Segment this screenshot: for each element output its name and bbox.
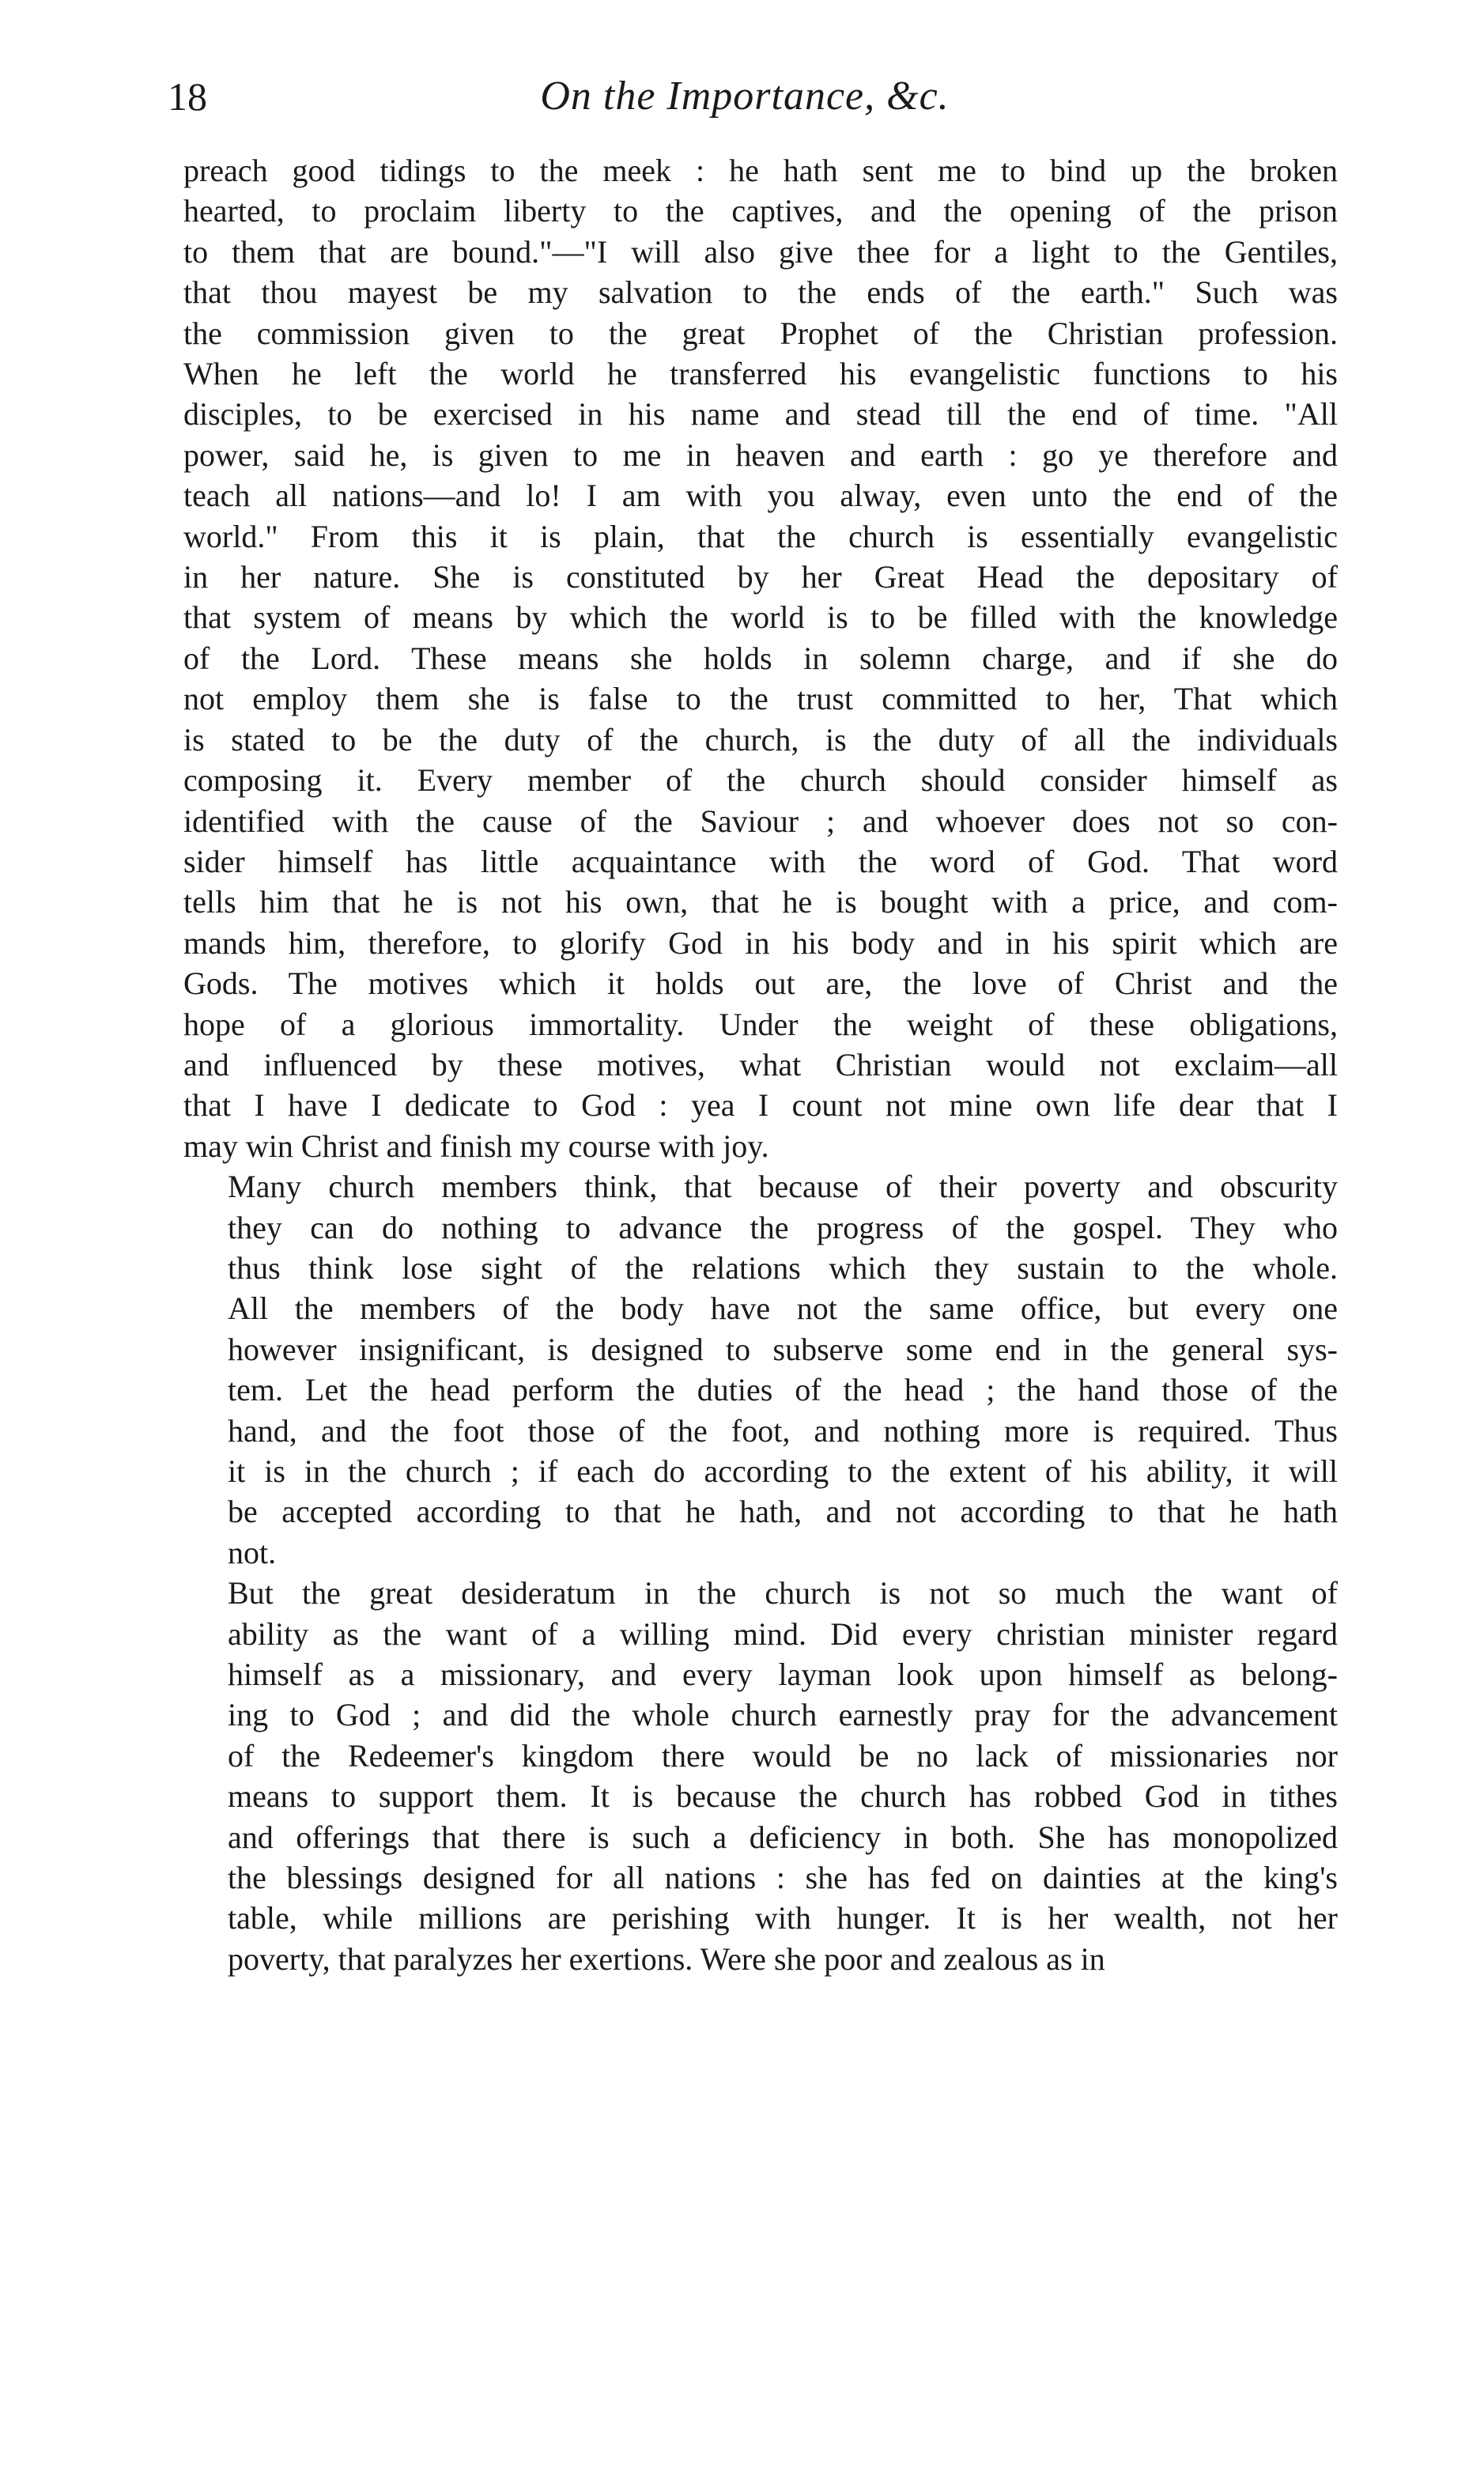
- paragraph: [183, 1573, 1338, 1979]
- text-line: composing it. Every member of the church should consider himself as: [183, 762, 1338, 799]
- text-line: means to support them. It is because the church has robbed God in tithes: [228, 1778, 1338, 1815]
- text-line: that system of means by which the world is to be filled with the knowledge: [183, 599, 1338, 636]
- body-text: [183, 150, 1338, 1979]
- running-title: On the Importance, &c.: [540, 74, 950, 119]
- text-line: All the members of the body have not the same office, but every one: [228, 1290, 1338, 1327]
- page-header: [168, 65, 1322, 128]
- text-line: hope of a glorious immortality. Under the weight of these obligations,: [183, 1006, 1338, 1042]
- text-line: they can do nothing to advance the progress of the gospel. They who: [228, 1209, 1338, 1245]
- text-line: But the great desideratum in the church is not so much the want of: [228, 1575, 1338, 1611]
- text-line: may win Christ and finish my course with joy.: [183, 1128, 769, 1164]
- text-line: and influenced by these motives, what Christian would not exclaim—all: [183, 1046, 1338, 1082]
- text-line: tem. Let the head perform the duties of the head ; the hand those of the: [228, 1372, 1338, 1408]
- text-line: tells him that he is not his own, that he is bought with a price, and com-: [183, 884, 1338, 920]
- text-line: it is in the church ; if each do according to the extent of his ability, it will: [228, 1453, 1338, 1489]
- text-line: preach good tidings to the meek : he hath sent me to bind up the broken: [183, 153, 1338, 188]
- text-line: of the Redeemer's kingdom there would be no lack of missionaries nor: [228, 1737, 1338, 1774]
- text-line: of the Lord. These means she holds in solemn charge, and if she do: [183, 640, 1338, 676]
- text-line: poverty, that paralyzes her exertions. Were she poor and zealous as in: [228, 1940, 1105, 1977]
- paragraph: [183, 1166, 1338, 1573]
- text-line: table, while millions are perishing with hunger. It is her wealth, not her: [228, 1900, 1338, 1936]
- text-line: the commission given to the great Prophet of the Christian profession.: [183, 315, 1338, 351]
- text-line: hearted, to proclaim liberty to the captives, and the opening of the prison: [183, 193, 1338, 229]
- text-line: ability as the want of a willing mind. Did every christian minister regard: [228, 1615, 1338, 1652]
- text-line: that I have I dedicate to God : yea I count not mine own life dear that I: [183, 1087, 1338, 1124]
- text-line: that thou mayest be my salvation to the ends of the earth." Such was: [183, 274, 1338, 311]
- paragraph: [183, 150, 1338, 1166]
- text-line: disciples, to be exercised in his name and stead till the end of time. "All: [183, 396, 1338, 433]
- text-line: thus think lose sight of the relations which they sustain to the whole.: [228, 1249, 1338, 1286]
- text-line: himself as a missionary, and every layman look upon himself as belong-: [228, 1657, 1338, 1693]
- text-line: is stated to be the duty of the church, is the duty of all the individuals: [183, 721, 1338, 758]
- text-line: be accepted according to that he hath, and not according to that he hath: [228, 1494, 1338, 1530]
- text-line: identified with the cause of the Saviour ; and whoever does not so con-: [183, 803, 1338, 839]
- text-line: in her nature. She is constituted by her Great Head the depositary of: [183, 559, 1338, 595]
- text-line: Gods. The motives which it holds out are, the love of Christ and the: [183, 965, 1338, 1002]
- text-line: hand, and the foot those of the foot, and nothing more is required. Thus: [228, 1412, 1338, 1449]
- text-line: and offerings that there is such a deficiency in both. She has monopolized: [228, 1819, 1338, 1855]
- text-line: world." From this it is plain, that the church is essentially evangelistic: [183, 518, 1338, 554]
- page-number: 18: [168, 74, 207, 119]
- text-line: When he left the world he transferred his evangelistic functions to his: [183, 356, 1338, 392]
- text-line: Many church members think, that because of their poverty and obscurity: [228, 1169, 1338, 1205]
- text-line: ing to God ; and did the whole church earnestly pray for the advancement: [228, 1697, 1338, 1733]
- text-line: teach all nations—and lo! I am with you alway, even unto the end of the: [183, 478, 1338, 514]
- text-line: mands him, therefore, to glorify God in his body and in his spirit which are: [183, 924, 1338, 961]
- text-line: however insignificant, is designed to subserve some end in the general sys-: [228, 1331, 1338, 1367]
- text-line: the blessings designed for all nations : she has fed on dainties at the king's: [228, 1860, 1338, 1896]
- text-line: power, said he, is given to me in heaven and earth : go ye therefore and: [183, 436, 1338, 473]
- text-line: to them that are bound."—"I will also give thee for a light to the Gentiles,: [183, 233, 1338, 270]
- text-line: sider himself has little acquaintance with the word of God. That word: [183, 843, 1338, 879]
- text-line: not employ them she is false to the trust committed to her, That which: [183, 681, 1338, 717]
- text-line: not.: [228, 1534, 277, 1570]
